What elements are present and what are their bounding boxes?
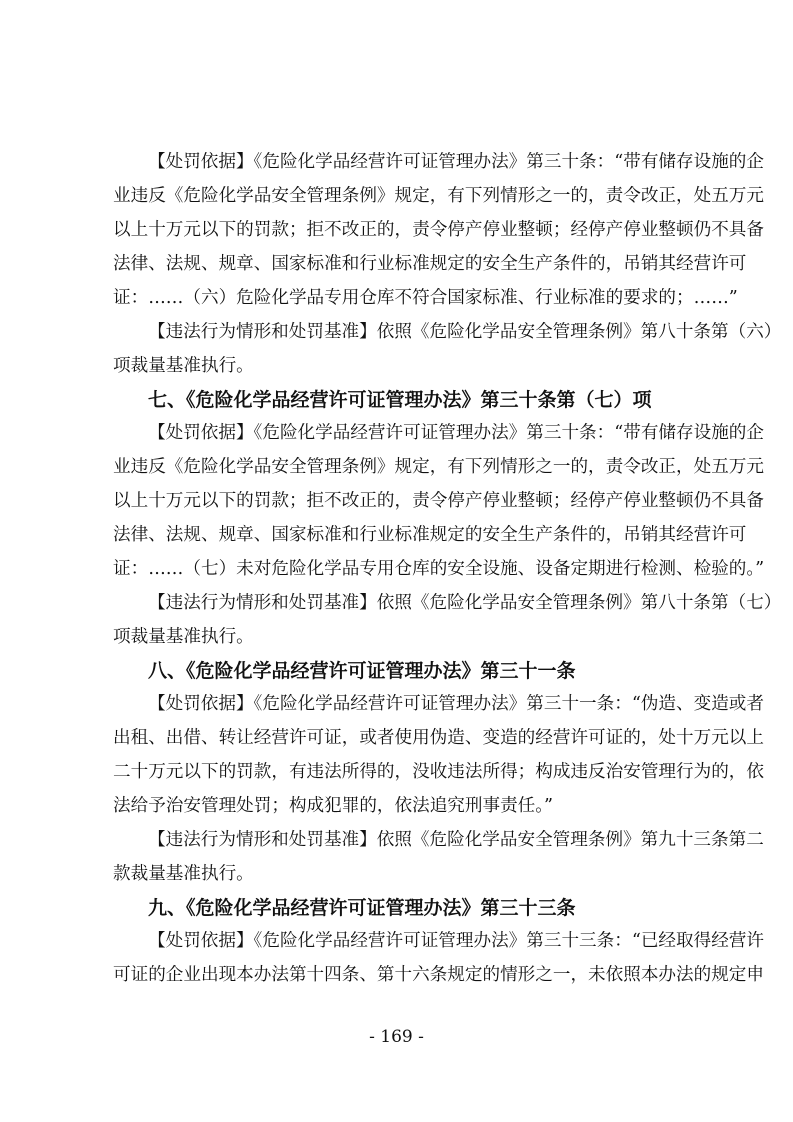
paragraph-line: 法给予治安管理处罚；构成犯罪的，依法追究刑事责任。”: [113, 796, 554, 816]
paragraph-line: 项裁量基准执行。: [113, 627, 254, 647]
paragraph-line: 以上十万元以下的罚款；拒不改正的，责令停产停业整顿；经停产停业整顿仍不具备: [113, 220, 764, 240]
paragraph-line: 二十万元以下的罚款，有违法所得的，没收违法所得；构成违反治安管理行为的，依: [113, 762, 764, 782]
paragraph-line: 业违反《危险化学品安全管理条例》规定，有下列情形之一的，责令改正，处五万元: [113, 186, 764, 206]
paragraph-line: 【处罚依据】《危险化学品经营许可证管理办法》第三十条：“带有储存设施的企: [148, 152, 764, 172]
paragraph-line: 【处罚依据】《危险化学品经营许可证管理办法》第三十一条：“伪造、变造或者: [148, 694, 764, 714]
paragraph-line: 【违法行为情形和处罚基准】依照《危险化学品安全管理条例》第九十三条第二: [148, 830, 764, 850]
section-heading: 八、《危险化学品经营许可证管理办法》第三十一条: [148, 660, 576, 682]
paragraph-line: 以上十万元以下的罚款；拒不改正的，责令停产停业整顿；经停产停业整顿仍不具备: [113, 491, 764, 511]
paragraph-line: 证：……（六）危险化学品专用仓库不符合国家标准、行业标准的要求的；……”: [113, 288, 738, 308]
paragraph-line: 法律、法规、规章、国家标准和行业标准规定的安全生产条件的，吊销其经营许可: [113, 525, 747, 545]
paragraph-line: 【处罚依据】《危险化学品经营许可证管理办法》第三十三条：“已经取得经营许: [148, 931, 764, 951]
paragraph-line: 【处罚依据】《危险化学品经营许可证管理办法》第三十条：“带有储存设施的企: [148, 423, 764, 443]
paragraph-line: 业违反《危险化学品安全管理条例》规定，有下列情形之一的，责令改正，处五万元: [113, 457, 764, 477]
paragraph-line: 可证的企业出现本办法第十四条、第十六条规定的情形之一，未依照本办法的规定申: [113, 965, 764, 985]
paragraph-line: 证：……（七）未对危险化学品专用仓库的安全设施、设备定期进行检测、检验的。”: [113, 559, 765, 579]
section-heading: 七、《危险化学品经营许可证管理办法》第三十条第（七）项: [148, 389, 652, 411]
paragraph-line: 【违法行为情形和处罚基准】依照《危险化学品安全管理条例》第八十条第（六）: [148, 322, 782, 342]
paragraph-line: 【违法行为情形和处罚基准】依照《危险化学品安全管理条例》第八十条第（七）: [148, 593, 782, 613]
paragraph-line: 款裁量基准执行。: [113, 864, 254, 884]
paragraph-line: 法律、法规、规章、国家标准和行业标准规定的安全生产条件的，吊销其经营许可: [113, 254, 747, 274]
paragraph-line: 出租、出借、转让经营许可证，或者使用伪造、变造的经营许可证的，处十万元以上: [113, 728, 764, 748]
section-heading: 九、《危险化学品经营许可证管理办法》第三十三条: [148, 897, 576, 919]
paragraph-line: 项裁量基准执行。: [113, 356, 254, 376]
page-number: - 169 -: [369, 1027, 424, 1047]
